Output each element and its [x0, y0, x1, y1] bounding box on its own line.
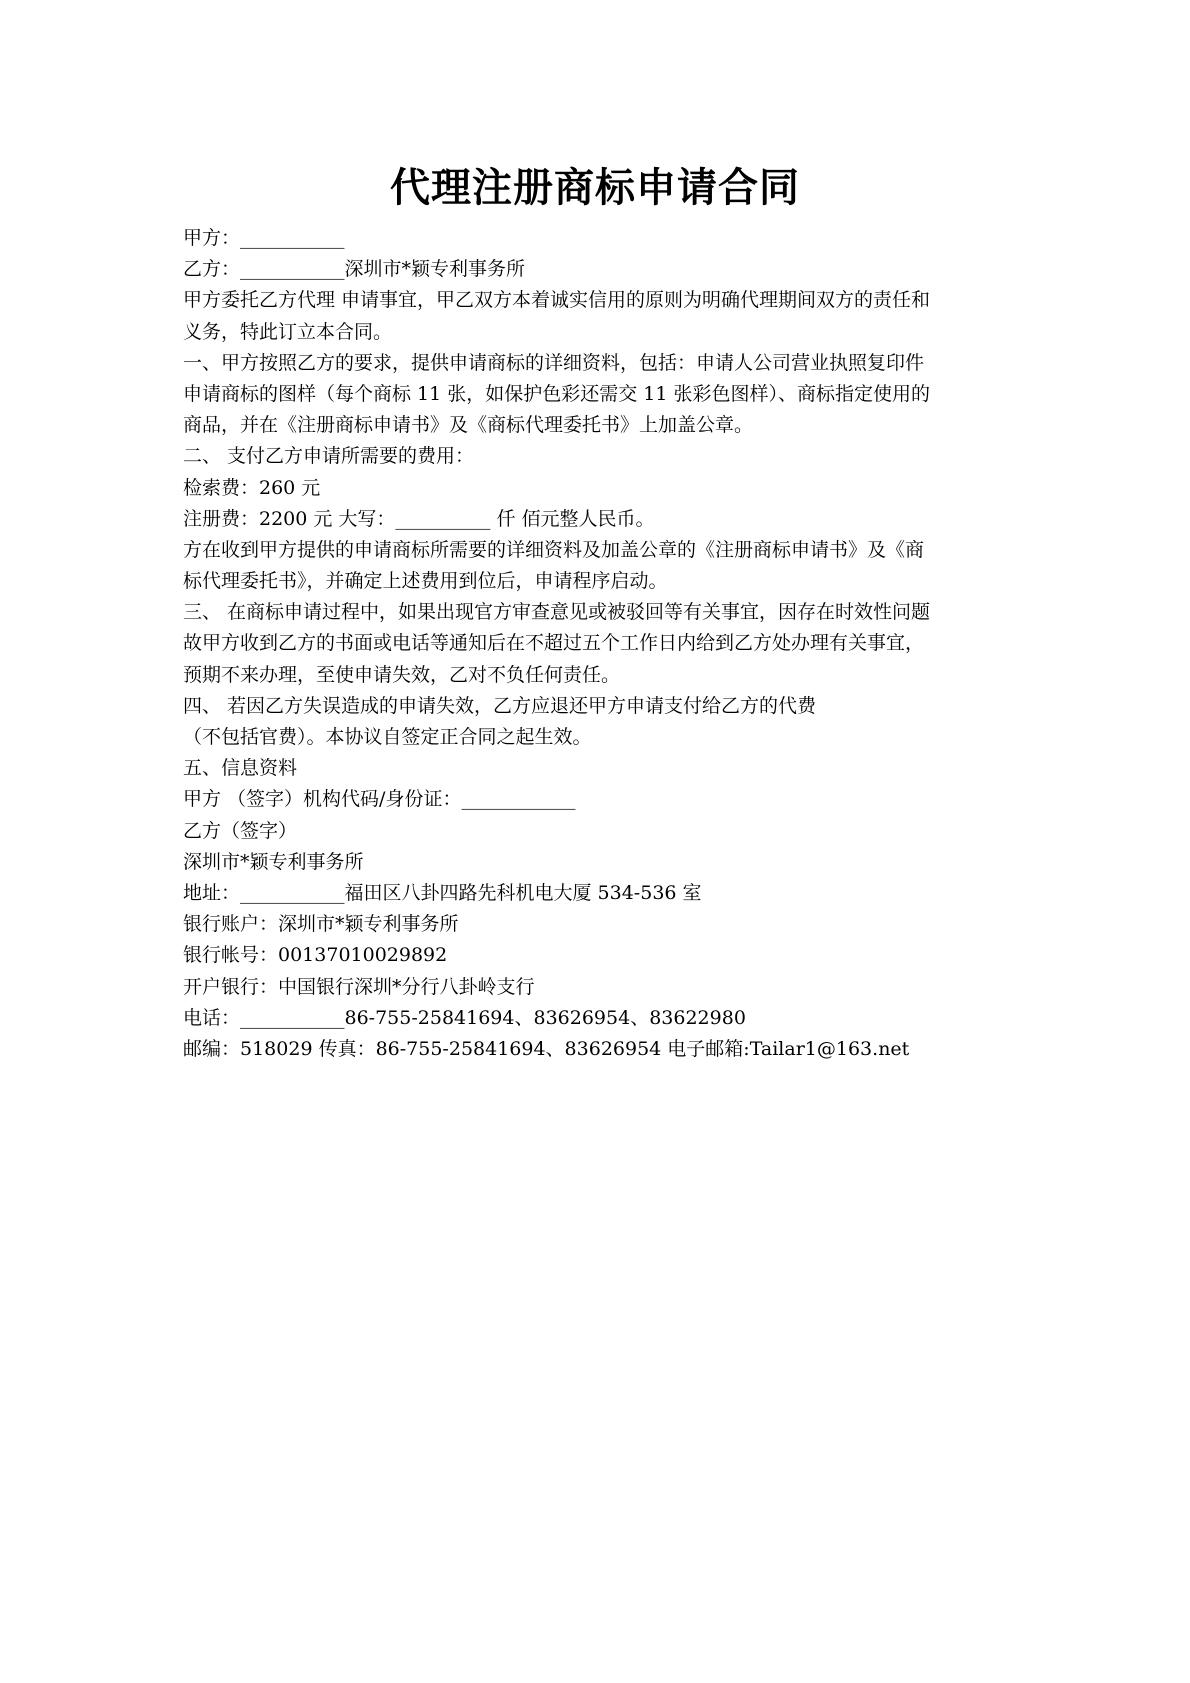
party-b-line: 乙方：___________深圳市*颖专利事务所: [183, 258, 526, 281]
party-a-line: 甲方：___________: [183, 227, 345, 249]
registration-fee-line: 注册费：2200 元 大写：__________ 仟 佰元整人民币。: [183, 507, 655, 530]
document-body: [183, 223, 1023, 1065]
document-title: 代理注册商标申请合同: [390, 164, 800, 211]
clause-3-line-1: 三、 在商标申请过程中，如果出现官方审查意见或被驳回等有关事宜，因存在时效性问题: [183, 601, 931, 624]
contact-line: 邮编：518029 传真：86-755-25841694、83626954 电子邮箱:Tailar1@163.net: [183, 1037, 910, 1060]
bank-account-name-line: 银行账户：深圳市*颖专利事务所: [183, 913, 459, 936]
bank-branch-line: 开户银行：中国银行深圳*分行八卦岭支行: [183, 975, 535, 998]
clause-1-line-3: 商品，并在《注册商标申请书》及《商标代理委托书》上加盖公章。: [183, 414, 754, 437]
clause-3-line-3: 预期不来办理，至使申请失效，乙对不负任何责任。: [183, 663, 621, 686]
preamble-line-1: 甲方委托乙方代理 申请事宜，甲乙双方本着诚实信用的原则为明确代理期间双方的责任和: [183, 289, 931, 312]
agency-name-line: 深圳市*颖专利事务所: [183, 850, 364, 873]
clause-1-line-2: 申请商标的图样（每个商标 11 张，如保护色彩还需交 11 张彩色图样）、商标指定使用的: [183, 382, 931, 405]
clause-5-heading: 五、信息资料: [183, 757, 298, 780]
preamble-line-2: 义务，特此订立本合同。: [183, 320, 393, 343]
party-b-signature-line: 乙方（签字）: [183, 819, 298, 842]
clause-3-line-2: 故甲方收到乙方的书面或电话等通知后在不超过五个工作日内给到乙方处办理有关事宜，: [183, 632, 925, 655]
party-a-signature-line: 甲方 （签字）机构代码/身份证：____________: [183, 788, 576, 811]
clause-4-line-2: （不包括官费）。本协议自签定正合同之起生效。: [183, 726, 592, 748]
clause-1-line-1: 一、甲方按照乙方的要求，提供申请商标的详细资料，包括：申请人公司营业执照复印件: [183, 351, 925, 374]
address-line: 地址：___________福田区八卦四路先科机电大厦 534-536 室: [183, 881, 702, 904]
search-fee-line: 检索费：260 元: [183, 476, 321, 499]
procedure-line-1: 方在收到甲方提供的申请商标所需要的详细资料及加盖公章的《注册商标申请书》及《商: [183, 538, 925, 561]
procedure-line-2: 标代理委托书》，并确定上述费用到位后，申请程序启动。: [183, 570, 668, 593]
clause-4-line-1: 四、 若因乙方失误造成的申请失效，乙方应退还甲方申请支付给乙方的代费: [183, 694, 817, 717]
bank-account-number-line: 银行帐号：00137010029892: [183, 944, 448, 967]
clause-2-heading: 二、 支付乙方申请所需要的费用：: [183, 445, 475, 468]
phone-line: 电话：___________86-755-25841694、83626954、83622980: [183, 1006, 746, 1029]
